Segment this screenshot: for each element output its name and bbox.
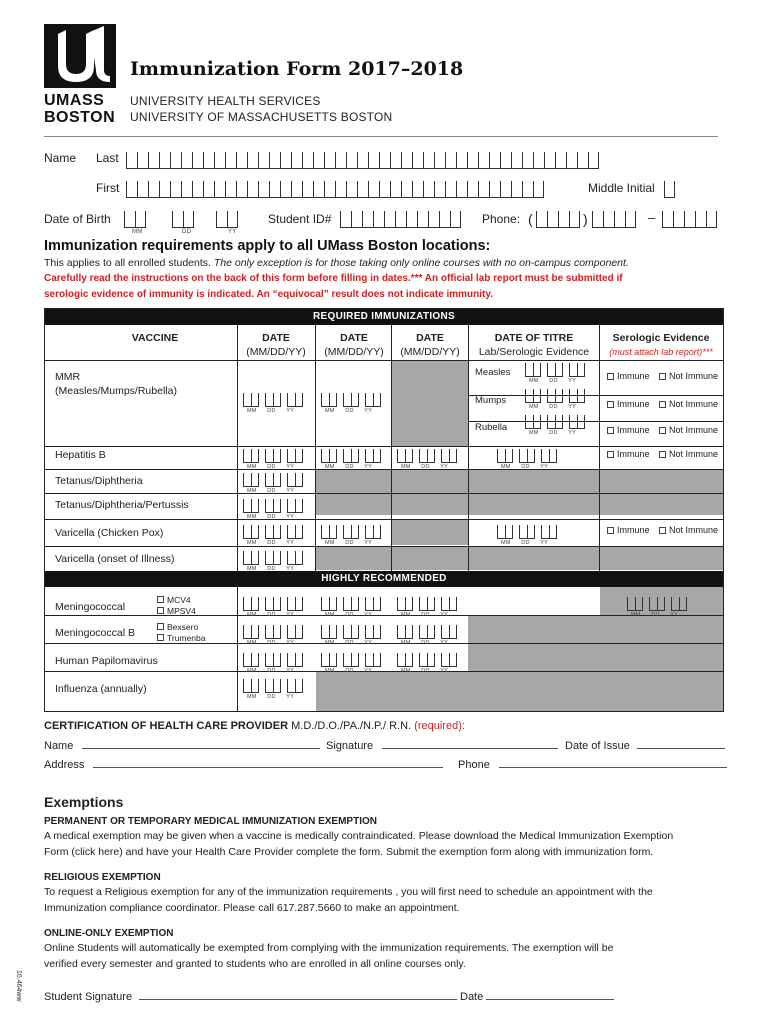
provider-signature-field[interactable]	[382, 738, 558, 749]
vaccine-mmr: MMR	[55, 371, 81, 383]
date-boxes-r3-c0[interactable]	[243, 499, 303, 513]
certification-heading	[44, 720, 465, 732]
student-id-boxes[interactable]	[340, 211, 461, 228]
provider-address-field[interactable]	[93, 757, 443, 768]
hline-meningb	[45, 643, 723, 644]
vaccine-meningb: Meningococcal B	[55, 627, 135, 639]
cert-required: (required):	[414, 720, 465, 732]
cert-title: CERTIFICATION OF HEALTH CARE PROVIDER	[44, 720, 289, 732]
hline-hepb	[45, 469, 723, 470]
date-boxes-r6-c1-caption: MM DD YY	[325, 612, 373, 618]
dob-dd-boxes[interactable]	[172, 211, 194, 228]
date-boxes-r8-c1[interactable]	[321, 653, 381, 667]
opt-trumenba[interactable]	[157, 633, 205, 643]
date-boxes-r0-c1-caption: MM DD YY	[325, 408, 373, 414]
gray-flu	[316, 671, 723, 711]
col-sero	[600, 331, 722, 359]
titre-mmr-boxes-2[interactable]	[525, 415, 585, 429]
date-boxes-r6-c2[interactable]	[397, 597, 457, 611]
date-boxes-r7-c0-caption: MM DD YY	[247, 640, 295, 646]
provider-address-label: Address	[44, 759, 85, 771]
middle-initial-box[interactable]	[664, 181, 675, 198]
col-date-3	[391, 331, 469, 359]
umass-logo-text	[44, 92, 115, 126]
date-boxes-r0-c0-caption: MM DD YY	[247, 408, 295, 414]
dob-mm-boxes[interactable]	[124, 211, 146, 228]
trumenba-checkbox[interactable]	[157, 634, 164, 641]
col-sero-title: Serologic Evidence	[612, 332, 710, 344]
immunization-table	[44, 308, 724, 712]
dob-yy-boxes[interactable]	[216, 211, 238, 228]
date-boxes-r1-c1-caption: MM DD YY	[325, 464, 373, 470]
vaccine-flu: Influenza (annually)	[55, 683, 147, 695]
dob-yy-caption: YY	[228, 229, 237, 235]
provider-address-row	[44, 757, 443, 771]
dob-dd-caption: DD	[182, 229, 192, 235]
date-boxes-r4-c1[interactable]	[321, 525, 381, 539]
date-boxes-r4-c0-caption: MM DD YY	[247, 540, 295, 546]
not-immune-checkbox-2[interactable]	[659, 427, 666, 434]
not-immune-option-3[interactable]	[659, 449, 718, 459]
titre-measles: Measles	[475, 367, 511, 378]
not-immune-option-0[interactable]	[659, 371, 718, 381]
titre-boxes-r1[interactable]	[497, 449, 557, 463]
requirements-line-2: Carefully read the instructions on the back of this form before filling in dates.*** An official lab report must be submitted if	[44, 273, 623, 284]
immune-label-1: Immune	[617, 399, 650, 409]
mcv4-checkbox[interactable]	[157, 596, 164, 603]
not-immune-checkbox-3[interactable]	[659, 451, 666, 458]
immune-option-1[interactable]	[607, 399, 650, 409]
phone-prefix-boxes[interactable]	[592, 211, 636, 228]
titre-mening-boxes[interactable]	[627, 597, 687, 611]
titre-mmr-boxes-1[interactable]	[525, 389, 585, 403]
hline-mening	[45, 615, 723, 616]
hline-measles	[468, 395, 723, 396]
date-boxes-r6-c1[interactable]	[321, 597, 381, 611]
immune-label-2: Immune	[617, 425, 650, 435]
titre-rubella: Rubella	[475, 422, 508, 433]
date-boxes-r1-c0[interactable]	[243, 449, 303, 463]
provider-signature-row	[326, 738, 558, 752]
titre-mmr-boxes-0[interactable]	[525, 363, 585, 377]
col-date-2	[315, 331, 393, 359]
immune-label-0: Immune	[617, 371, 650, 381]
phone-area-boxes[interactable]	[536, 211, 580, 228]
student-signature-label: Student Signature	[44, 991, 133, 1003]
immune-checkbox-2[interactable]	[607, 427, 614, 434]
hline-mmr	[45, 446, 723, 447]
date-of-issue-row	[565, 738, 725, 752]
vaccine-hpv: Human Papilomavirus	[55, 655, 158, 667]
gray-td-tdap	[316, 469, 723, 515]
titre-boxes-r4-caption: MM DD YY	[501, 540, 549, 546]
date-boxes-r4-c1-caption: MM DD YY	[325, 540, 373, 546]
hline-hpv	[45, 671, 723, 672]
provider-signature-label: Signature	[326, 740, 374, 752]
org-line-1: UNIVERSITY HEALTH SERVICES	[130, 94, 321, 108]
col-date-2-fmt: (MM/DD/YY)	[324, 346, 384, 358]
last-name-label: Last	[96, 151, 119, 165]
phone-label: Phone:	[482, 212, 521, 226]
perm-exemption-line-1: A medical exemption may be given when a vaccine is medically contraindicated. Please download the Medical Immunization Exemption	[44, 830, 674, 842]
perm-exemption-line-2: Form (click here) and have your Health Care Provider complete the form. Submit the exemption form along with immunization form.	[44, 846, 654, 858]
phone-open-paren: (	[528, 211, 533, 227]
titre-mmr-boxes-0-caption: MM DD YY	[529, 378, 577, 384]
phone-dash: –	[648, 210, 656, 225]
col-sero-sub: (must attach lab report)***	[609, 347, 713, 357]
online-exemption-heading: ONLINE-ONLY EXEMPTION	[44, 928, 174, 939]
vaccine-hepb: Hepatitis B	[55, 449, 106, 461]
highly-recommended-bar: HIGHLY RECOMMENDED	[45, 571, 723, 587]
required-immunizations-bar: REQUIRED IMMUNIZATIONS	[45, 309, 723, 325]
col-date-1	[237, 331, 315, 359]
date-boxes-r6-c2-caption: MM DD YY	[401, 612, 449, 618]
not-immune-label-4: Not Immune	[669, 525, 719, 535]
date-boxes-r8-c1-caption: MM DD YY	[325, 668, 373, 674]
provider-phone-label: Phone	[458, 759, 490, 771]
perm-exemption-heading: PERMANENT OR TEMPORARY MEDICAL IMMUNIZATION EXEMPTION	[44, 816, 377, 827]
dob-mm-caption: MM	[132, 229, 143, 235]
student-date-row	[460, 989, 614, 1003]
date-boxes-r5-c0[interactable]	[243, 551, 303, 565]
col-titre-title: DATE OF TITRE	[494, 332, 574, 344]
student-date-field[interactable]	[486, 989, 614, 1000]
date-boxes-r9-c0[interactable]	[243, 679, 303, 693]
requirements-heading: Immunization requirements apply to all UMass Boston locations:	[44, 238, 491, 254]
titre-mumps: Mumps	[475, 395, 507, 406]
date-boxes-r9-c0-caption: MM DD YY	[247, 694, 295, 700]
date-of-issue-label: Date of Issue	[565, 740, 630, 752]
student-signature-field[interactable]	[139, 989, 457, 1000]
vaccine-tdap: Tetanus/Diphtheria/Pertussis	[55, 499, 189, 511]
col-date-3-fmt: (MM/DD/YY)	[400, 346, 460, 358]
opt-bexsero[interactable]	[157, 622, 198, 632]
immune-option-2[interactable]	[607, 425, 650, 435]
not-immune-label-2: Not Immune	[669, 425, 719, 435]
provider-name-field[interactable]	[82, 738, 320, 749]
header-divider	[44, 136, 718, 137]
online-exemption-text	[44, 940, 724, 972]
date-boxes-r2-c0[interactable]	[243, 473, 303, 487]
religious-exemption-text	[44, 884, 724, 916]
date-boxes-r8-c2-caption: MM DD YY	[401, 668, 449, 674]
date-boxes-r7-c2-caption: MM DD YY	[401, 640, 449, 646]
student-signature-row	[44, 989, 457, 1003]
immune-checkbox-0[interactable]	[607, 373, 614, 380]
umass-logo-mark	[44, 24, 116, 88]
date-boxes-r0-c1[interactable]	[321, 393, 381, 407]
mpsv4-checkbox[interactable]	[157, 607, 164, 614]
date-boxes-r7-c0[interactable]	[243, 625, 303, 639]
col-date-1-fmt: (MM/DD/YY)	[246, 346, 306, 358]
date-boxes-r7-c1-caption: MM DD YY	[325, 640, 373, 646]
col-titre	[469, 331, 599, 359]
titre-mening-boxes-caption: MM DD YY	[631, 612, 679, 618]
mcv4-label: MCV4	[167, 595, 191, 605]
perm-exemption-text	[44, 828, 724, 860]
col-titre-sub: Lab/Serologic Evidence	[478, 346, 590, 358]
date-boxes-r5-c0-caption: MM DD YY	[247, 566, 295, 572]
religious-exemption-heading: RELIGIOUS EXEMPTION	[44, 872, 161, 883]
date-boxes-r8-c0[interactable]	[243, 653, 303, 667]
bexsero-checkbox[interactable]	[157, 623, 164, 630]
hline-tdap	[45, 519, 723, 520]
hline-header	[45, 360, 723, 361]
date-boxes-r1-c2-caption: MM DD YY	[401, 464, 449, 470]
immune-checkbox-3[interactable]	[607, 451, 614, 458]
provider-name-label: Name	[44, 740, 74, 752]
opt-mpsv4[interactable]	[157, 606, 196, 616]
date-boxes-r1-c0-caption: MM DD YY	[247, 464, 295, 470]
dob-label: Date of Birth	[44, 212, 111, 226]
vline-2	[315, 325, 316, 571]
date-boxes-r8-c0-caption: MM DD YY	[247, 668, 295, 674]
online-exemption-line-2: verified every semester and granted to students who are enrolled in all online courses only.	[44, 958, 466, 970]
date-boxes-r1-c1[interactable]	[321, 449, 381, 463]
titre-mmr-boxes-1-caption: MM DD YY	[529, 404, 577, 410]
logo-line-boston: BOSTON	[44, 109, 116, 126]
requirements-line-1b: The only exception is for those taking only online courses with no on-campus component.	[213, 257, 629, 269]
middle-initial-label: Middle Initial	[588, 181, 655, 195]
provider-name-row	[44, 738, 320, 752]
first-name-boxes[interactable]	[126, 181, 544, 198]
cert-creds: M.D./D.O./PA./N.P./ R.N.	[288, 720, 415, 732]
exemptions-heading: Exemptions	[44, 794, 124, 810]
bexsero-label: Bexsero	[167, 622, 199, 632]
date-boxes-r4-c0[interactable]	[243, 525, 303, 539]
opt-mcv4[interactable]	[157, 595, 191, 605]
trumenba-label: Trumenba	[167, 633, 206, 643]
phone-line-boxes[interactable]	[662, 211, 717, 228]
org-line-2: UNIVERSITY OF MASSACHUSETTS BOSTON	[130, 110, 393, 124]
date-of-issue-field[interactable]	[637, 738, 725, 749]
vline-3	[391, 325, 392, 571]
provider-phone-field[interactable]	[499, 757, 727, 768]
vaccine-td: Tetanus/Diphtheria	[55, 475, 143, 487]
religious-exemption-line-2: Immunization compliance coordinator. Please call 617.287.5660 to make an appointment.	[44, 902, 460, 914]
logo-line-umass: UMASS	[44, 92, 105, 109]
not-immune-option-2[interactable]	[659, 425, 718, 435]
not-immune-checkbox-4[interactable]	[659, 527, 666, 534]
col-date-2-title: DATE	[340, 332, 368, 344]
date-boxes-r1-c2[interactable]	[397, 449, 457, 463]
vline-4	[468, 325, 469, 571]
religious-exemption-line-1: To request a Religious exemption for any of the immunization requirements , you will first need to schedule an appointment with the	[44, 886, 653, 898]
form-title: Immunization Form 2017–2018	[130, 58, 464, 80]
first-name-label: First	[96, 181, 120, 195]
requirements-line-1	[44, 257, 629, 269]
gray-meningb	[468, 615, 723, 643]
date-boxes-r6-c0[interactable]	[243, 597, 303, 611]
not-immune-option-1[interactable]	[659, 399, 718, 409]
mpsv4-label: MPSV4	[167, 606, 196, 616]
vaccine-mening: Meningococcal	[55, 601, 126, 613]
immune-option-0[interactable]	[607, 371, 650, 381]
not-immune-checkbox-0[interactable]	[659, 373, 666, 380]
titre-boxes-r1-caption: MM DD YY	[501, 464, 549, 470]
vaccine-mmr-sub: (Measles/Mumps/Rubella)	[55, 385, 177, 397]
date-boxes-r8-c2[interactable]	[397, 653, 457, 667]
immune-label-3: Immune	[617, 449, 650, 459]
vline-1	[237, 325, 238, 571]
col-date-3-title: DATE	[416, 332, 444, 344]
provider-phone-row	[458, 757, 727, 771]
requirements-line-1a: This applies to all enrolled students.	[44, 257, 214, 269]
immune-option-4[interactable]	[607, 525, 650, 535]
gray-hpv	[468, 643, 723, 671]
hline-varicella	[45, 546, 723, 547]
vline-6	[237, 587, 238, 711]
student-id-label: Student ID#	[268, 212, 332, 226]
vaccine-varicella-onset: Varicella (onset of Illness)	[55, 553, 175, 565]
gray-mmr-date3	[392, 360, 468, 446]
not-immune-label-3: Not Immune	[669, 449, 719, 459]
titre-mmr-boxes-2-caption: MM DD YY	[529, 430, 577, 436]
not-immune-label-0: Not Immune	[669, 371, 719, 381]
date-boxes-r7-c1[interactable]	[321, 625, 381, 639]
date-boxes-r7-c2[interactable]	[397, 625, 457, 639]
col-vaccine: VACCINE	[131, 332, 179, 344]
name-label: Name	[44, 151, 77, 165]
immune-checkbox-1[interactable]	[607, 401, 614, 408]
hline-td	[45, 493, 723, 494]
last-name-boxes[interactable]	[126, 152, 599, 169]
requirements-line-3: serologic evidence of immunity is indicated. An “equivocal” result does not indicate immunity.	[44, 289, 493, 300]
student-date-label: Date	[460, 991, 484, 1003]
titre-boxes-r4[interactable]	[497, 525, 557, 539]
gray-varicella-onset	[316, 546, 723, 570]
phone-close-paren: )	[583, 211, 588, 227]
date-boxes-r2-c0-caption: MM DD YY	[247, 488, 295, 494]
date-boxes-r0-c0[interactable]	[243, 393, 303, 407]
gray-varicella-date3	[392, 519, 468, 545]
online-exemption-line-1: Online Students will automatically be exempted from complying with the immunization requirements. The exemption will be	[44, 942, 614, 954]
date-boxes-r6-c0-caption: MM DD YY	[247, 612, 295, 618]
vline-5	[599, 325, 600, 571]
immune-checkbox-4[interactable]	[607, 527, 614, 534]
not-immune-checkbox-1[interactable]	[659, 401, 666, 408]
immune-option-3[interactable]	[607, 449, 650, 459]
col-date-1-title: DATE	[262, 332, 290, 344]
form-code: 16.464ww	[15, 970, 22, 1002]
not-immune-option-4[interactable]	[659, 525, 718, 535]
date-boxes-r3-c0-caption: MM DD YY	[247, 514, 295, 520]
vaccine-varicella: Varicella (Chicken Pox)	[55, 527, 164, 539]
not-immune-label-1: Not Immune	[669, 399, 719, 409]
immune-label-4: Immune	[617, 525, 650, 535]
